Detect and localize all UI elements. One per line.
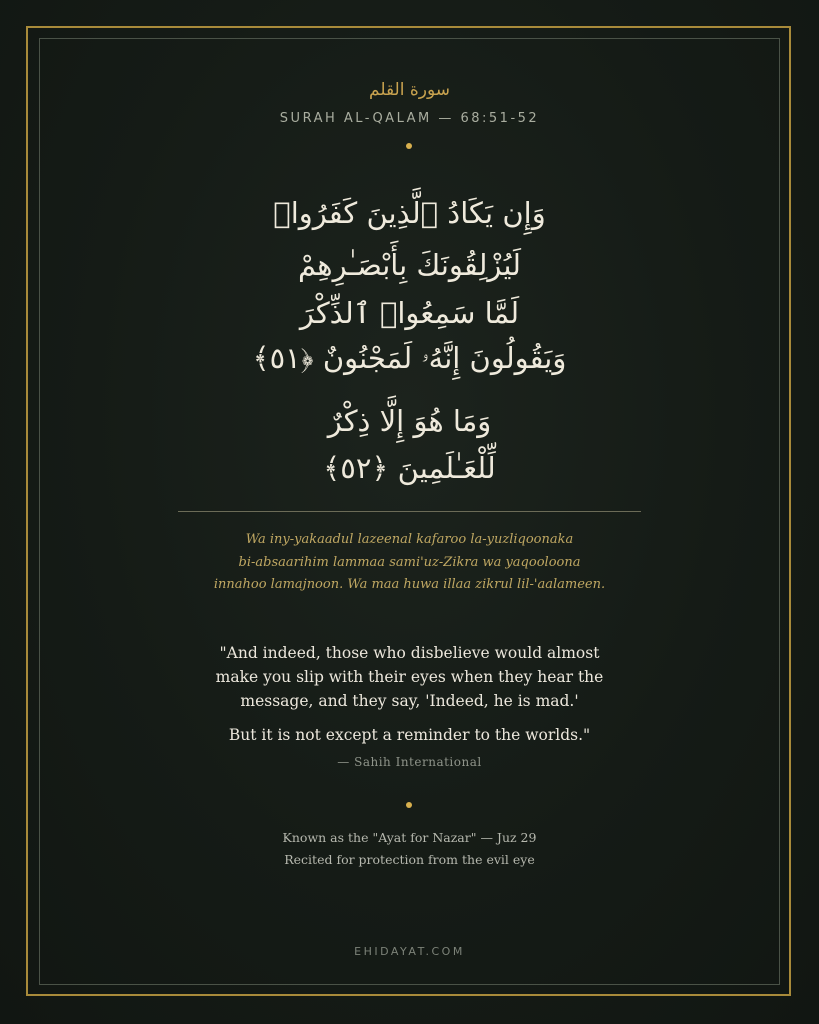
section-divider	[178, 511, 641, 512]
arabic-verse-line: لِّلْعَـٰلَمِينَ ﴿٥٢﴾	[323, 451, 496, 485]
website-footer: EHIDAYAT.COM	[354, 945, 465, 958]
arabic-verse-line: وَإِن يَكَادُ ٱلَّذِينَ كَفَرُوا۟	[273, 196, 546, 230]
transliteration-line: Wa iny-yakaadul lazeenal kafaroo la-yuzliqoonaka	[245, 532, 574, 547]
surah-arabic-title: سورة القلم	[369, 80, 450, 100]
transliteration-line: bi-absaarihim lammaa sami'uz-Zikra wa yaqooloona	[238, 555, 581, 570]
arabic-verse-line: لَمَّا سَمِعُوا۟ ٱلذِّكْرَ	[299, 296, 520, 330]
translation-line: But it is not except a reminder to the worlds."	[228, 726, 591, 744]
surah-reference: SURAH AL-QALAM — 68:51-52	[279, 111, 540, 126]
arabic-verse-line: وَمَا هُوَ إِلَّا ذِكْرٌ	[327, 404, 492, 438]
translation-line: message, and they say, 'Indeed, he is mad.'	[240, 692, 579, 710]
ornament-dot-top	[406, 143, 412, 149]
arabic-verse-line: لَيُزْلِقُونَكَ بِأَبْصَـٰرِهِمْ	[297, 248, 522, 282]
transliteration-line: innahoo lamajnoon. Wa maa huwa illaa zikrul lil-'aalameen.	[213, 577, 606, 592]
translation-line: "And indeed, those who disbelieve would almost	[219, 644, 600, 662]
note-line: Recited for protection from the evil eye	[284, 852, 535, 867]
arabic-verse-line: وَيَقُولُونَ إِنَّهُۥ لَمَجْنُونٌ ﴿٥١﴾	[252, 341, 567, 375]
translation-attribution: — Sahih International	[337, 755, 482, 769]
ornament-dot-bottom	[406, 802, 412, 808]
note-line: Known as the "Ayat for Nazar" — Juz 29	[282, 830, 537, 845]
translation-line: make you slip with their eyes when they hear the	[215, 668, 604, 686]
